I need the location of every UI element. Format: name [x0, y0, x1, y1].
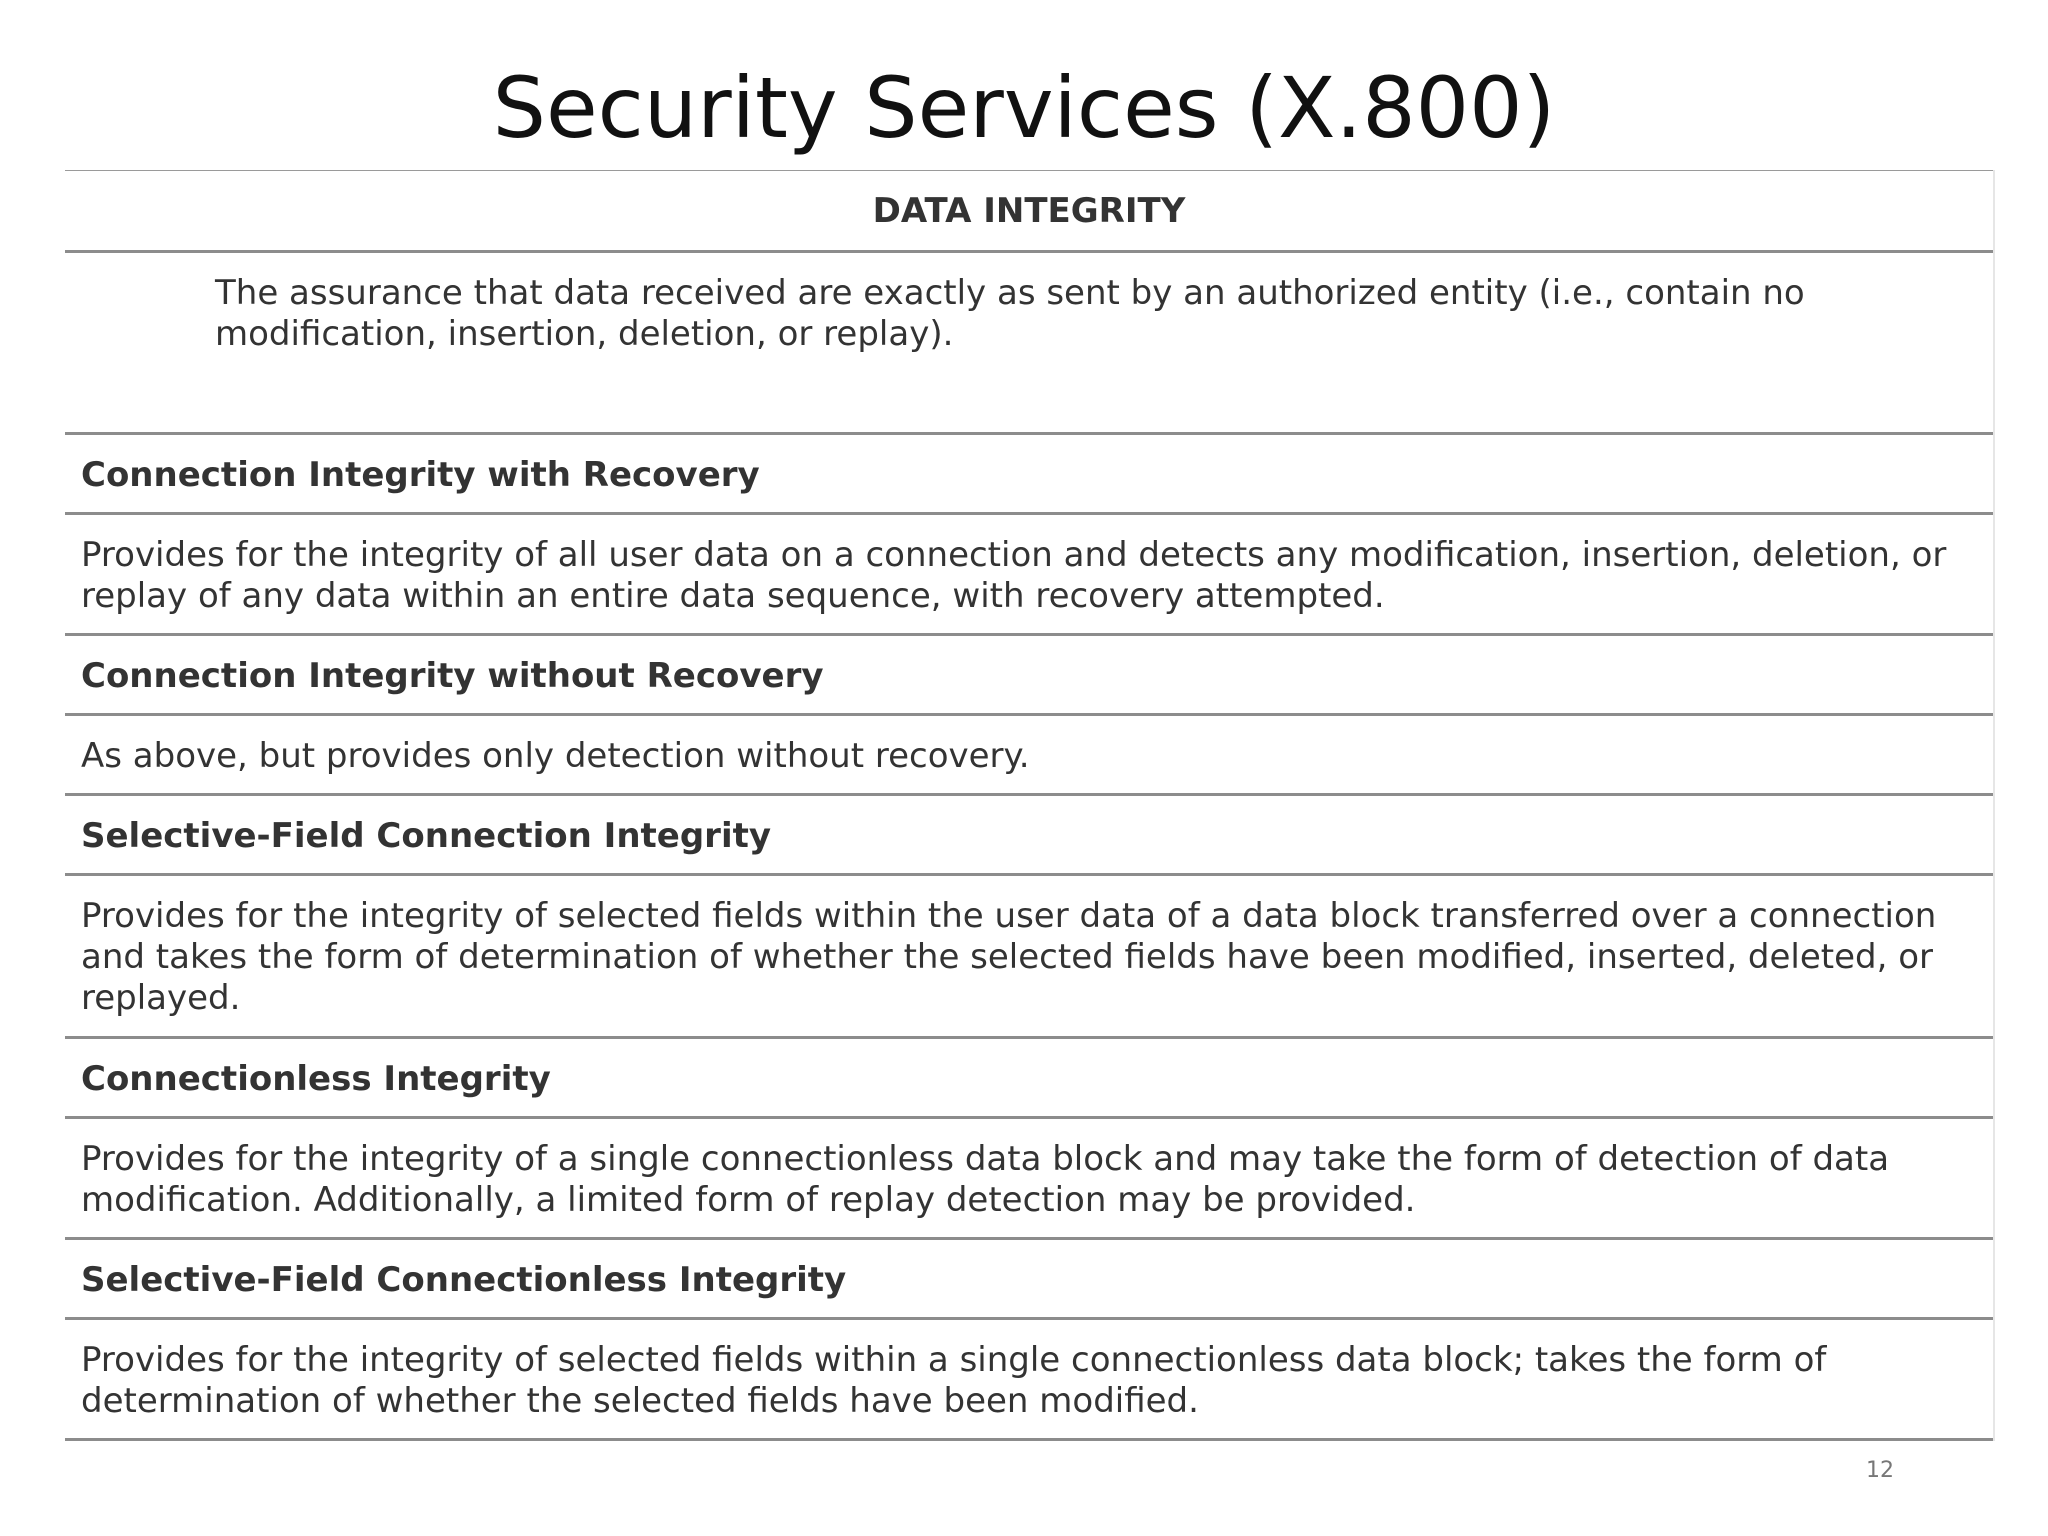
table-header: DATA INTEGRITY [65, 171, 1993, 253]
service-name-connection-integrity-without-recovery: Connection Integrity without Recovery [65, 636, 1993, 716]
service-desc-connection-integrity-without-recovery: As above, but provides only detection without recovery. [65, 716, 1993, 796]
table-intro: The assurance that data received are exactly as sent by an authorized entity (i.e., contain no modification, insertion, deletion, or replay). [65, 253, 1993, 435]
service-name-connectionless-integrity: Connectionless Integrity [65, 1039, 1993, 1119]
service-desc-connectionless-integrity: Provides for the integrity of a single connectionless data block and may take the form of detection of data modification. Additionally, a limited form of replay detection may be provided. [65, 1119, 1993, 1240]
data-integrity-table [65, 170, 1995, 1441]
service-name-connection-integrity-with-recovery: Connection Integrity with Recovery [65, 435, 1993, 515]
service-name-selective-field-connectionless-integrity: Selective-Field Connectionless Integrity [65, 1240, 1993, 1320]
slide-title: Security Services (X.800) [492, 59, 1556, 157]
service-desc-selective-field-connectionless-integrity: Provides for the integrity of selected fields within a single connectionless data block; takes the form of determination of whether the selected fields have been modified. [65, 1320, 1993, 1441]
page-number: 12 [1866, 1458, 1894, 1483]
service-desc-connection-integrity-with-recovery: Provides for the integrity of all user data on a connection and detects any modification, insertion, deletion, or replay of any data within an entire data sequence, with recovery attempted. [65, 515, 1993, 636]
service-name-selective-field-connection-integrity: Selective-Field Connection Integrity [65, 796, 1993, 876]
service-desc-selective-field-connection-integrity: Provides for the integrity of selected fields within the user data of a data block transferred over a connection and takes the form of determination of whether the selected fields have been modified, inserted, deleted, or replayed. [65, 876, 1993, 1039]
